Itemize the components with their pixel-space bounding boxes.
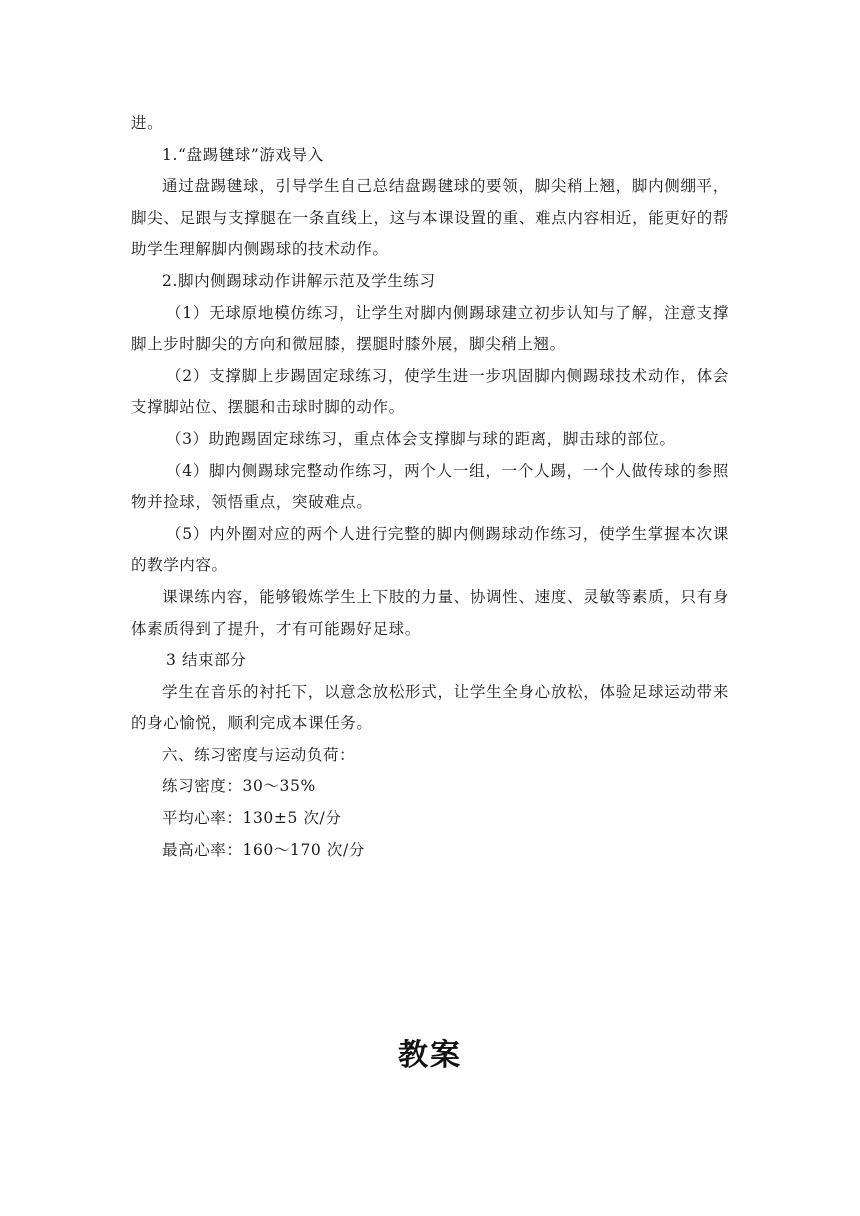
- list-item-practice-1: （1）无球原地模仿练习，让学生对脚内侧踢球建立初步认知与了解，注意支撑脚上步时脚尖的方向和微屈膝，摆腿时膝外展，脚尖稍上翘。: [131, 303, 729, 354]
- list-item-practice-5: （5）内外圈对应的两个人进行完整的脚内侧踢球动作练习，使学生掌握本次课的教学内容。: [131, 524, 729, 575]
- stat-average-heart-rate: 平均心率：130±5 次/分: [162, 809, 342, 828]
- stat-practice-density: 练习密度：30～35%: [162, 777, 316, 796]
- paragraph-continuation: 进。: [131, 114, 164, 132]
- list-item-practice-3: （3）助跑踢固定球练习，重点体会支撑脚与球的距离，脚击球的部位。: [166, 429, 676, 448]
- paragraph-ending: 学生在音乐的衬托下，以意念放松形式，让学生全身心放松，体验足球运动带来的身心愉悦，顺利完成本课任务。: [131, 682, 729, 733]
- list-item-practice-2: （2）支撑脚上步踢固定球练习，使学生进一步巩固脚内侧踢球技术动作，体会支撑脚站位、摆腿和击球时脚的动作。: [131, 366, 729, 417]
- section-heading-game-intro: 1.“盘踢毽球”游戏导入: [162, 145, 324, 164]
- paragraph-fitness: 课课练内容，能够锻炼学生上下肢的力量、协调性、速度、灵敏等素质，只有身体素质得到了提升，才有可能踢好足球。: [131, 587, 729, 638]
- section-heading-demo-practice: 2.脚内侧踢球动作讲解示范及学生练习: [162, 271, 436, 290]
- section-heading-load: 六、练习密度与运动负荷：: [162, 745, 356, 764]
- page-title: 教案: [398, 1038, 462, 1073]
- list-item-practice-4: （4）脚内侧踢球完整动作练习，两个人一组，一个人踢，一个人做传球的参照物并捡球，领悟重点，突破难点。: [131, 461, 729, 512]
- stat-max-heart-rate: 最高心率：160～170 次/分: [162, 840, 365, 859]
- section-heading-ending: 3 结束部分: [166, 651, 247, 670]
- document-body: [131, 108, 729, 866]
- paragraph-game-intro: 通过盘踢毽球，引导学生自己总结盘踢毽球的要领，脚尖稍上翘，脚内侧绷平，脚尖、足跟与支撑腿在一条直线上，这与本课设置的重、难点内容相近，能更好的帮助学生理解脚内侧踢球的技术动作。: [131, 177, 729, 259]
